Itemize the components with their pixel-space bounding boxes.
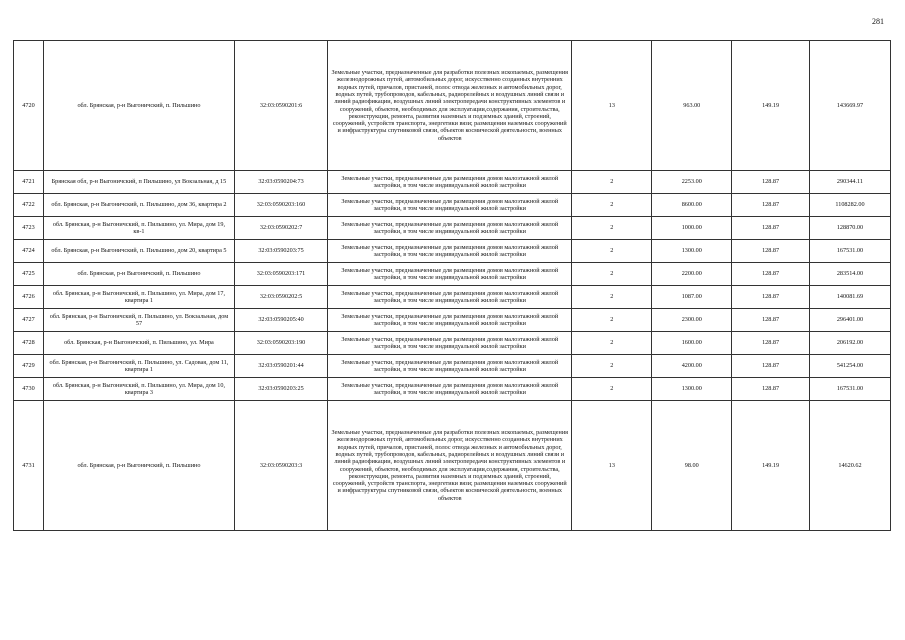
row-number-cell: 4730 <box>14 378 44 401</box>
permitted-use-cell: Земельные участки, предназначенные для размещения домов малоэтажной жилой застройки, в том числе индивидуальной жилой застройки <box>328 263 572 286</box>
permitted-use-cell: Земельные участки, предназначенные для размещения домов малоэтажной жилой застройки, в том числе индивидуальной жилой застройки <box>328 378 572 401</box>
cadastral-value-cell: 14620.62 <box>809 401 890 531</box>
specific-value-cell: 128.87 <box>732 217 810 240</box>
use-code-cell: 2 <box>572 217 652 240</box>
permitted-use-cell: Земельные участки, предназначенные для размещения домов малоэтажной жилой застройки, в том числе индивидуальной жилой застройки <box>328 286 572 309</box>
row-number-cell: 4723 <box>14 217 44 240</box>
address-cell: обл. Брянская, р-н Выгоничский, п. Пильшино, ул. Садовая, дом 11, квартира 1 <box>43 355 234 378</box>
table-row <box>14 401 891 531</box>
cadastral-number-cell: 32:03:0590203:190 <box>234 332 327 355</box>
specific-value-cell: 128.87 <box>732 263 810 286</box>
cadastral-number-cell: 32:03:0590201:6 <box>234 41 327 171</box>
specific-value-cell: 128.87 <box>732 240 810 263</box>
specific-value-cell: 128.87 <box>732 332 810 355</box>
cadastral-value-cell: 296401.00 <box>809 309 890 332</box>
cadastral-number-cell: 32:03:0590202:5 <box>234 286 327 309</box>
permitted-use-cell: Земельные участки, предназначенные для размещения домов малоэтажной жилой застройки, в том числе индивидуальной жилой застройки <box>328 309 572 332</box>
area-cell: 2300.00 <box>652 309 732 332</box>
permitted-use-cell: Земельные участки, предназначенные для размещения домов малоэтажной жилой застройки, в том числе индивидуальной жилой застройки <box>328 194 572 217</box>
address-cell: обл. Брянская, р-н Выгоничский, п. Пильшино, ул. Мира, дом 19, кв-1 <box>43 217 234 240</box>
area-cell: 2200.00 <box>652 263 732 286</box>
row-number-cell: 4724 <box>14 240 44 263</box>
area-cell: 963.00 <box>652 41 732 171</box>
row-number-cell: 4720 <box>14 41 44 171</box>
use-code-cell: 2 <box>572 171 652 194</box>
table-row <box>14 263 891 286</box>
row-number-cell: 4727 <box>14 309 44 332</box>
table-row <box>14 332 891 355</box>
area-cell: 98.00 <box>652 401 732 531</box>
area-cell: 1600.00 <box>652 332 732 355</box>
cadastral-number-cell: 32:03:0590203:3 <box>234 401 327 531</box>
use-code-cell: 2 <box>572 194 652 217</box>
table-row <box>14 286 891 309</box>
row-number-cell: 4721 <box>14 171 44 194</box>
cadastral-value-cell: 290344.11 <box>809 171 890 194</box>
cadastral-number-cell: 32:03:0590201:44 <box>234 355 327 378</box>
use-code-cell: 2 <box>572 378 652 401</box>
row-number-cell: 4728 <box>14 332 44 355</box>
address-cell: обл. Брянская, р-н Выгоничский, п. Пильшино, ул. Вокзальная, дом 57 <box>43 309 234 332</box>
use-code-cell: 13 <box>572 41 652 171</box>
specific-value-cell: 128.87 <box>732 309 810 332</box>
cadastral-value-cell: 143669.97 <box>809 41 890 171</box>
address-cell: обл. Брянская, р-н Выгоничский, п. Пильшино, ул. Мира, дом 10, квартира 3 <box>43 378 234 401</box>
table-row <box>14 217 891 240</box>
use-code-cell: 2 <box>572 332 652 355</box>
cadastral-value-cell: 283514.00 <box>809 263 890 286</box>
address-cell: обл. Брянская, р-н Выгоничский, п. Пильшино, ул. Мира, дом 17, квартира 1 <box>43 286 234 309</box>
address-cell: обл. Брянская, р-н Выгоничский, п. Пильшино <box>43 263 234 286</box>
table-row <box>14 355 891 378</box>
area-cell: 1300.00 <box>652 240 732 263</box>
use-code-cell: 2 <box>572 286 652 309</box>
permitted-use-cell: Земельные участки, предназначенные для размещения домов малоэтажной жилой застройки, в том числе индивидуальной жилой застройки <box>328 240 572 263</box>
row-number-cell: 4731 <box>14 401 44 531</box>
cadastral-number-cell: 32:03:0590204:73 <box>234 171 327 194</box>
use-code-cell: 2 <box>572 309 652 332</box>
cadastral-number-cell: 32:03:0590202:7 <box>234 217 327 240</box>
specific-value-cell: 149.19 <box>732 401 810 531</box>
specific-value-cell: 128.87 <box>732 355 810 378</box>
address-cell: обл. Брянская, р-н Выгоничский, п. Пильшино, дом 20, квартира 5 <box>43 240 234 263</box>
cadastral-number-cell: 32:03:0590203:75 <box>234 240 327 263</box>
row-number-cell: 4725 <box>14 263 44 286</box>
cadastral-value-cell: 167531.00 <box>809 378 890 401</box>
cadastral-value-cell: 167531.00 <box>809 240 890 263</box>
table-row <box>14 194 891 217</box>
address-cell: обл. Брянская, р-н Выгоничский, п. Пильшино <box>43 41 234 171</box>
area-cell: 2253.00 <box>652 171 732 194</box>
permitted-use-cell: Земельные участки, предназначенные для размещения домов малоэтажной жилой застройки, в том числе индивидуальной жилой застройки <box>328 332 572 355</box>
registry-body <box>14 41 891 531</box>
address-cell: Брянская обл, р-н Выгоничский, п Пильшино, ул Вокзальная, д 15 <box>43 171 234 194</box>
table-row <box>14 309 891 332</box>
use-code-cell: 13 <box>572 401 652 531</box>
cadastral-value-cell: 206192.00 <box>809 332 890 355</box>
table-row <box>14 171 891 194</box>
cadastral-number-cell: 32:03:0590203:171 <box>234 263 327 286</box>
cadastral-value-cell: 541254.00 <box>809 355 890 378</box>
cadastral-value-cell: 1108282.00 <box>809 194 890 217</box>
use-code-cell: 2 <box>572 263 652 286</box>
cadastral-value-cell: 140081.69 <box>809 286 890 309</box>
use-code-cell: 2 <box>572 240 652 263</box>
address-cell: обл. Брянская, р-н Выгоничский, п. Пильшино, дом 36, квартира 2 <box>43 194 234 217</box>
specific-value-cell: 128.87 <box>732 378 810 401</box>
cadastral-number-cell: 32:03:0590203:160 <box>234 194 327 217</box>
area-cell: 8600.00 <box>652 194 732 217</box>
cadastral-value-cell: 128870.00 <box>809 217 890 240</box>
area-cell: 1000.00 <box>652 217 732 240</box>
permitted-use-cell: Земельные участки, предназначенные для размещения домов малоэтажной жилой застройки, в том числе индивидуальной жилой застройки <box>328 355 572 378</box>
area-cell: 4200.00 <box>652 355 732 378</box>
area-cell: 1087.00 <box>652 286 732 309</box>
table-row <box>14 240 891 263</box>
use-code-cell: 2 <box>572 355 652 378</box>
row-number-cell: 4726 <box>14 286 44 309</box>
row-number-cell: 4722 <box>14 194 44 217</box>
specific-value-cell: 128.87 <box>732 194 810 217</box>
specific-value-cell: 149.19 <box>732 41 810 171</box>
address-cell: обл. Брянская, р-н Выгоничский, п. Пильшино <box>43 401 234 531</box>
land-registry-table <box>13 40 891 531</box>
address-cell: обл. Брянская, р-н Выгоничский, п. Пильшино, ул. Мира <box>43 332 234 355</box>
permitted-use-cell: Земельные участки, предназначенные для размещения домов малоэтажной жилой застройки, в том числе индивидуальной жилой застройки <box>328 171 572 194</box>
area-cell: 1300.00 <box>652 378 732 401</box>
permitted-use-cell: Земельные участки, предназначенные для разработки полезных ископаемых, размещения железнодорожных путей, автомобильных дорог, искусственно созданных внутренних водных путей, причалов, пристаней, полос отвода железных и автомобильных дорог, водных путей, трубопроводов, кабельных, радиорелейных и воздушных линий связи и линий радиофикации, воздушных линий электропередачи конструктивных элементов и сооружений, объектов, необходимых для эксплуатации,содержания, строительства, реконструкции, ремонта, развития наземных и подземных зданий, строений, сооружений, устройств транспорта, энергетики вязи; размещения наземных сооружений и инфраструктуры спутниковой связи, объектов космической деятельности, военных объектов <box>328 401 572 531</box>
specific-value-cell: 128.87 <box>732 286 810 309</box>
table-row <box>14 378 891 401</box>
permitted-use-cell: Земельные участки, предназначенные для разработки полезных ископаемых, размещения железнодорожных путей, автомобильных дорог, искусственно созданных внутренних водных путей, причалов, пристаней, полос отвода железных и автомобильных дорог, водных путей, трубопроводов, кабельных, радиорелейных и воздушных линий связи и линий радиофикации, воздушных линий электропередачи конструктивных элементов и сооружений, объектов, необходимых для эксплуатации,содержания, строительства, реконструкции, ремонта, развития наземных и подземных зданий, строений, сооружений, устройств транспорта, энергетики вязи; размещения наземных сооружений и инфраструктуры спутниковой связи, объектов космической деятельности, военных объектов <box>328 41 572 171</box>
cadastral-number-cell: 32:03:0590205:40 <box>234 309 327 332</box>
page-number: 281 <box>872 17 884 26</box>
cadastral-number-cell: 32:03:0590203:25 <box>234 378 327 401</box>
row-number-cell: 4729 <box>14 355 44 378</box>
specific-value-cell: 128.87 <box>732 171 810 194</box>
table-row <box>14 41 891 171</box>
permitted-use-cell: Земельные участки, предназначенные для размещения домов малоэтажной жилой застройки, в том числе индивидуальной жилой застройки <box>328 217 572 240</box>
